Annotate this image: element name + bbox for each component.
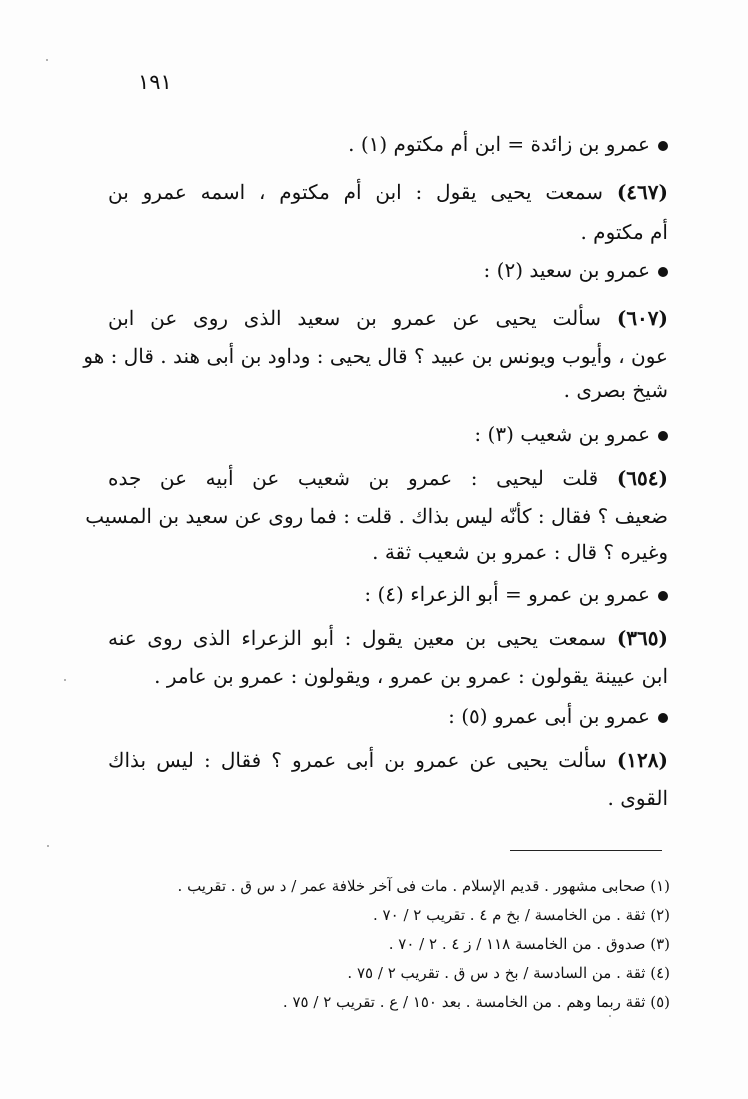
page-number: ١٩١ — [138, 70, 172, 94]
text-line: ضعيف ؟ فقال : كأنّه ليس بذاك . قلت : فما روى عن سعيد بن المسيب — [85, 504, 668, 528]
entry-text: سمعت يحيى يقول : ابن أم مكتوم ، اسمه عمرو بن — [108, 180, 604, 204]
entry-number: (٣٦٥) — [616, 626, 668, 650]
heading-text: عمرو بن سعيد (٢) : — [483, 258, 650, 282]
footnote-3: (٣) صدوق . من الخامسة ١١٨ / ز ٤ . ٢ / ٧٠ . — [388, 935, 670, 953]
entry-number: (٤٦٧) — [616, 180, 668, 204]
text-line: ابن عيينة يقولون : عمرو بن عمرو ، ويقولون : عمرو بن عامر . — [154, 664, 668, 688]
footnote-4: (٤) ثقة . من السادسة / بخ د س ق . تقريب ٢ / ٧٥ . — [347, 964, 670, 982]
entry-text: سألت يحيى عن عمرو بن أبى عمرو ؟ فقال : ليس بذاك — [108, 748, 607, 772]
footnote-5: (٥) ثقة ربما وهم . من الخامسة . بعد ١٥٠ / ع . تقريب ٢ / ٧٥ . — [282, 993, 670, 1011]
entry-number: (٦٠٧) — [616, 306, 669, 330]
entry-text: سألت يحيى عن عمرو بن سعيد الذى روى عن ابن — [108, 306, 602, 330]
text-line: شيخ بصرى . — [563, 378, 668, 402]
entry-number: (١٢٨) — [616, 748, 668, 772]
footnote-2: (٢) ثقة . من الخامسة / بخ م ٤ . تقريب ٢ / ٧٠ . — [373, 906, 670, 924]
entry-text: قلت ليحيى : عمرو بن شعيب عن أبيه عن جده — [108, 466, 599, 490]
entry-text: سمعت يحيى بن معين يقول : أبو الزعراء الذى روى عنه — [108, 626, 607, 650]
heading-text: عمرو بن عمرو = أبو الزعراء (٤) : — [364, 582, 650, 606]
heading-text: عمرو بن شعيب (٣) : — [474, 422, 650, 446]
text-line: القوى . — [607, 786, 668, 810]
entry-number: (٦٥٤) — [616, 466, 668, 490]
footnote-1: (١) صحابى مشهور . قديم الإسلام . مات فى آخر خلافة عمر / د س ق . تقريب . — [177, 877, 670, 895]
text-line: أم مكتوم . — [580, 220, 668, 244]
text-line: عون ، وأيوب ويونس بن عبيد ؟ قال يحيى : وداود بن أبى هند . قال : هو — [83, 344, 668, 368]
heading-text: عمرو بن زائدة = ابن أم مكتوم (١) . — [348, 132, 650, 156]
heading-text: عمرو بن أبى عمرو (٥) : — [448, 704, 650, 728]
text-line: وغيره ؟ قال : عمرو بن شعيب ثقة . — [372, 540, 668, 564]
